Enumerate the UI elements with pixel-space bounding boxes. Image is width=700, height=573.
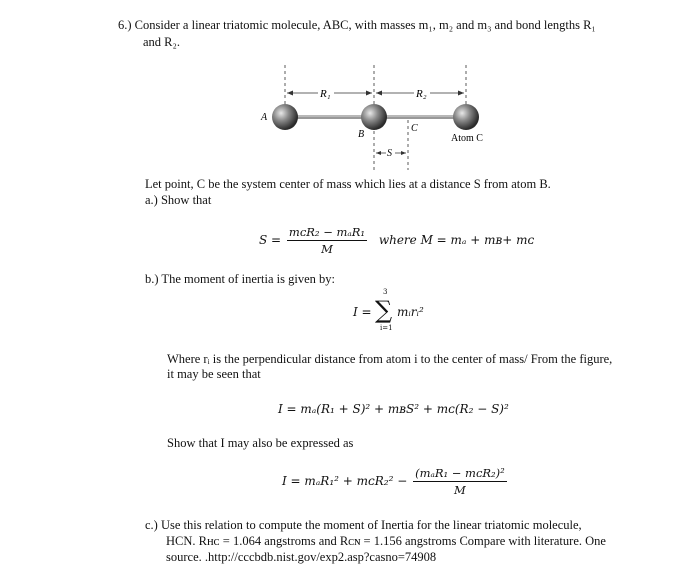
equation-i-expanded: I = mₐ(R₁ + S)² + mʙS² + mᴄ(R₂ − S)² bbox=[278, 402, 509, 416]
show-also-text: Show that I may also be expressed as bbox=[167, 436, 354, 450]
label-r1: R₁ bbox=[320, 88, 331, 100]
s-arrowhead-right bbox=[401, 151, 406, 155]
eq-s-where: where M = mₐ + mʙ+ mᴄ bbox=[378, 233, 535, 247]
label-s: S bbox=[387, 148, 392, 159]
sum-lower-limit: i=1 bbox=[380, 324, 393, 332]
s-arrowhead-left bbox=[376, 151, 381, 155]
equation-i-alternate bbox=[282, 466, 509, 497]
label-a: A bbox=[261, 112, 268, 123]
label-b: B bbox=[358, 129, 365, 140]
where-text-line2: it may be seen that bbox=[167, 367, 261, 381]
eq-i-alt-denominator: M bbox=[454, 483, 466, 497]
eq-s-fraction bbox=[287, 225, 367, 256]
equation-s bbox=[259, 225, 534, 256]
sum-upper-limit: 3 bbox=[383, 288, 388, 296]
problem-intro-line1: 6.) Consider a linear triatomic molecule, ABC, with masses m₁, m₂ and m₃ and bond lengths R₁ bbox=[118, 18, 596, 32]
label-r2: R₂ bbox=[416, 88, 427, 100]
part-a-label: a.) Show that bbox=[145, 193, 212, 207]
problem-intro-line2: and R₂. bbox=[143, 35, 180, 49]
part-c-line1: c.) Use this relation to compute the moment of Inertia for the linear triatomic molecule, bbox=[145, 518, 582, 532]
sum-symbol: ∑ bbox=[375, 296, 393, 324]
eq-i-alt-fraction bbox=[413, 466, 507, 497]
eq-i-alt-lhs: I = mₐR₁² + mᴄR₂² − bbox=[282, 474, 408, 488]
label-atom-c: Atom C bbox=[451, 133, 483, 144]
part-c-line3: source. .http://cccbdb.nist.gov/exp2.asp?casno=74908 bbox=[166, 550, 437, 564]
eq-s-denominator: M bbox=[321, 242, 333, 256]
eq-s-numerator: mᴄR₂ − mₐR₁ bbox=[288, 225, 365, 239]
atom-a bbox=[272, 104, 298, 130]
eq-s-lhs: S = bbox=[259, 233, 282, 247]
label-c: C bbox=[411, 123, 418, 134]
part-c-line2: HCN. Rʜᴄ = 1.064 angstroms and Rᴄɴ = 1.156 angstroms Compare with literature. One bbox=[166, 534, 606, 548]
where-text-line1: Where rᵢ is the perpendicular distance from atom i to the center of mass/ From the figure, bbox=[167, 352, 613, 366]
r1-arrowhead-right bbox=[366, 91, 372, 96]
eq-i-lhs: I = bbox=[353, 305, 372, 319]
part-b-label: b.) The moment of inertia is given by: bbox=[145, 272, 336, 286]
r1-arrowhead-left bbox=[287, 91, 293, 96]
center-of-mass-text: Let point, C be the system center of mass which lies at a distance S from atom B. bbox=[145, 177, 551, 191]
eq-i-alt-numerator: (mₐR₁ − mᴄR₂)² bbox=[415, 466, 505, 480]
r2-arrowhead-left bbox=[376, 91, 382, 96]
atom-b bbox=[361, 104, 387, 130]
atom-c bbox=[453, 104, 479, 130]
molecule-diagram bbox=[0, 55, 700, 225]
r2-arrowhead-right bbox=[458, 91, 464, 96]
eq-i-term: mᵢrᵢ² bbox=[397, 305, 424, 319]
